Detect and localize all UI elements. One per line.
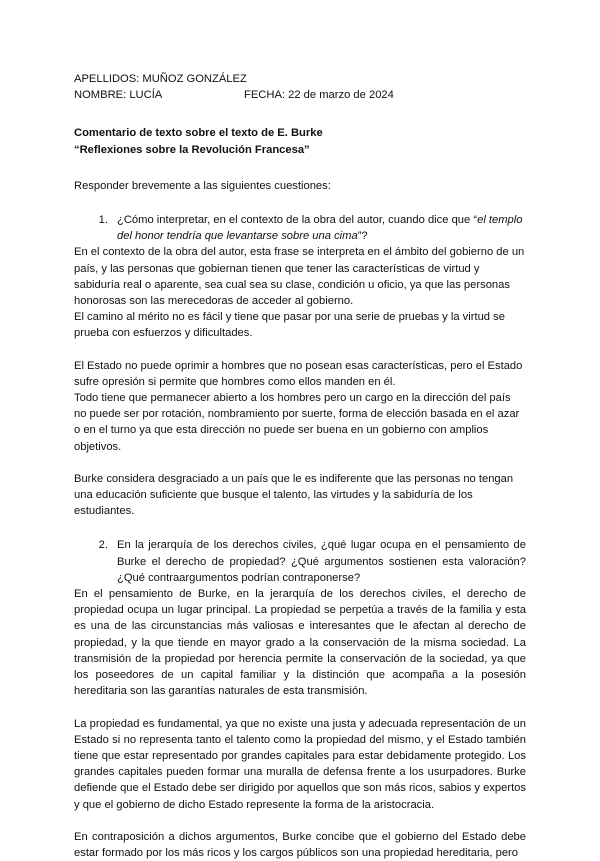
- document-content: [74, 71, 526, 861]
- question-1-before: ¿Cómo interpretar, en el contexto de la obra del autor, cuando dice que “: [117, 214, 478, 227]
- question-1-after: ”?: [357, 230, 368, 243]
- answer-1-paragraph: Todo tiene que permanecer abierto a los hombres pero un cargo en la dirección del país no puede ser por rotación, nombramiento por suerte, forma de elección basada en el azar o en el turno ya que esta dirección no puede ser buena en un gobierno con amplios objetivos.: [74, 392, 520, 453]
- answer-2-paragraph: En contraposición a dichos argumentos, Burke concibe que el gobierno del Estado debe estar formado por los más ricos y los cargos públicos son una propiedad hereditaria, pero: [74, 830, 526, 859]
- answer-1-paragraph: Burke considera desgraciado a un país que le es indiferente que las personas no tengan una educación suficiente que busque el talento, las virtudes y la sabiduría de los estudiantes.: [74, 472, 514, 518]
- title-line-1: Comentario de texto sobre el texto de E. Burke: [74, 127, 323, 140]
- question-1: [74, 212, 526, 244]
- intro-text: Responder brevemente a las siguientes cuestiones:: [74, 179, 331, 192]
- title-line-2: “Reflexiones sobre la Revolución Francesa”: [74, 143, 310, 156]
- answer-1-paragraph: El Estado no puede oprimir a hombres que no posean esas características, pero el Estado sufre opresión si permite que hombres como ellos manden en él.: [74, 359, 523, 388]
- question-1-quote: el templo del honor tendría que levantarse sobre una cima: [117, 214, 523, 243]
- question-2: [74, 537, 526, 586]
- answer-1-paragraph: El camino al mérito no es fácil y tiene que pasar por una serie de pruebas y la virtud se prueba con esfuerzos y dificultades.: [74, 311, 505, 340]
- answer-1-paragraph: En el contexto de la obra del autor, esta frase se interpreta en el ámbito del gobierno de un país, y las personas que gobiernan tienen que tener las características de virtud y sabiduría real o aparente, sea cual sea su clase, condición u oficio, ya que las personas honorosas son las merecedoras de acceder al gobierno.: [74, 246, 525, 308]
- answer-2-paragraph: En el pensamiento de Burke, en la jerarquía de los derechos civiles, el derecho de propiedad ocupa un lugar principal. La propiedad se perpetúa a través de la familia y esta es una de las circunstancias más valiosas e interesantes que le afectan al derecho de propiedad, y la que tiende en mayor grado a la conservación de la misma sociedad. La transmisión de la propiedad por herencia permite la conservación de la sociedad, ya que los poseedores de un capital familiar y la distinción que acompaña a la posesión hereditaria son las garantías naturales de esta transmisión.: [74, 588, 526, 698]
- document-title: [74, 125, 526, 157]
- answer-2-paragraph: La propiedad es fundamental, ya que no existe una justa y adecuada representación de un Estado si no representa tanto el talento como la propiedad del mismo, y el Estado también tiene que estar representado por grandes capitales para estar debidamente protegido. Los grandes capitales pueden formar una muralla de defensa frente a los usurpadores. Burke defiende que el Estado debe ser dirigido por aquellos que son más ricos, sabios y expertos y que el gobierno de dicho Estado represente la forma de la aristocracia.: [74, 717, 526, 811]
- question-2-text: En la jerarquía de los derechos civiles, ¿qué lugar ocupa en el pensamiento de Burke el derecho de propiedad? ¿Qué argumentos sostienen esta valoración? ¿Qué contraargumentos podrían contraponerse?: [117, 539, 526, 584]
- question-1-number: 1.: [98, 214, 108, 227]
- name-date-row: [74, 87, 526, 103]
- date-line: FECHA: 22 de marzo de 2024: [244, 89, 394, 102]
- question-1-text: [117, 212, 526, 244]
- question-2-number: 2.: [98, 539, 108, 552]
- surnames-line: APELLIDOS: MUÑOZ GONZÁLEZ: [74, 73, 247, 85]
- name-line: NOMBRE: LUCÍA: [74, 89, 163, 102]
